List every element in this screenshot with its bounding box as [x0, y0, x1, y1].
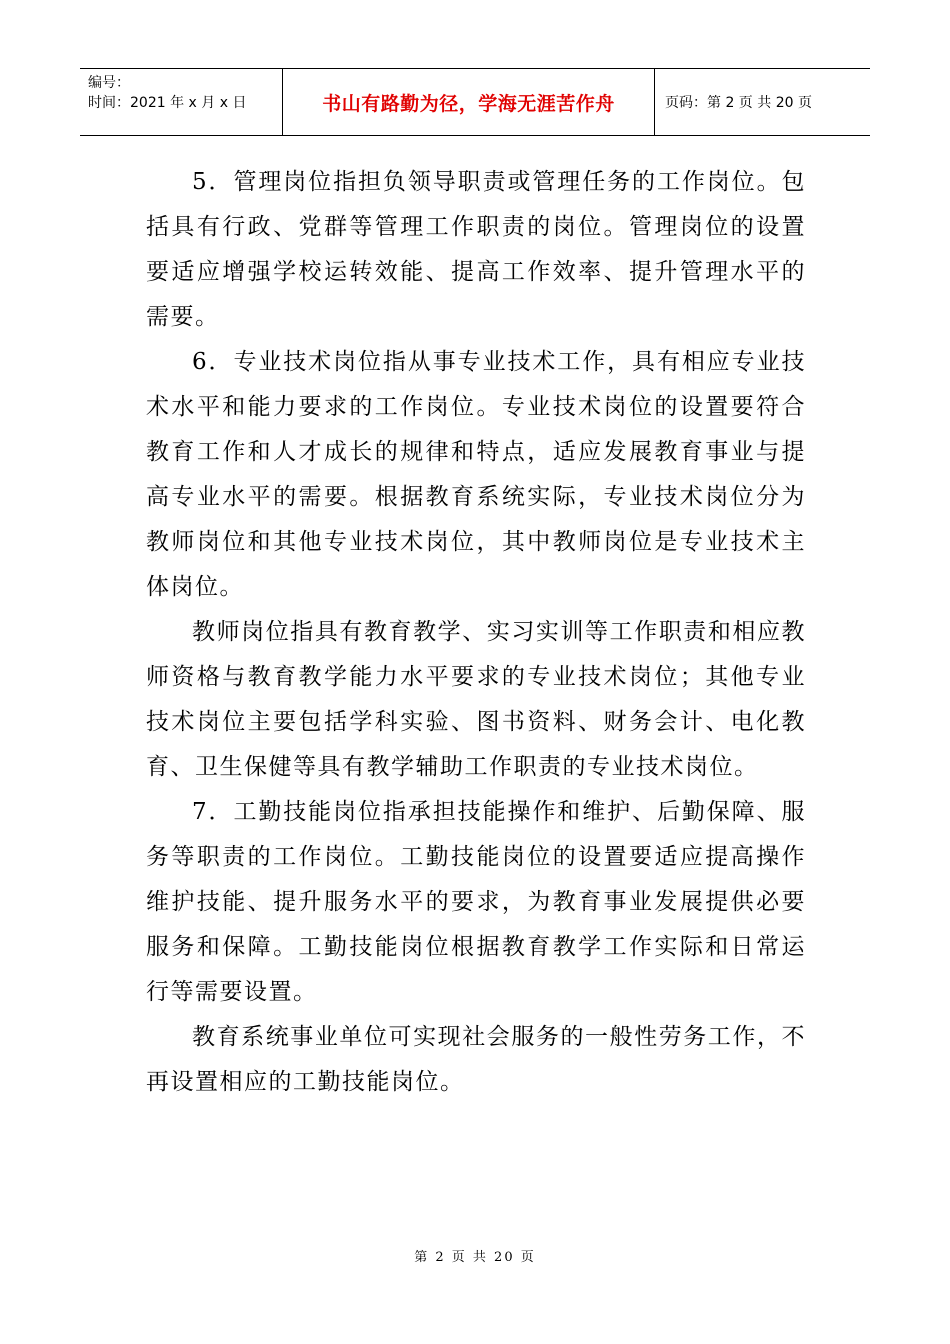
paragraph-labor-services: 教育系统事业单位可实现社会服务的一般性劳务工作，不再设置相应的工勤技能岗位。: [146, 1024, 806, 1095]
document-number-label: 编号：: [88, 75, 130, 91]
paragraph-teacher-posts: 教师岗位指具有教育教学、实习实训等工作职责和相应教师资格与教育教学能力水平要求的专业技术岗位；其他专业技术岗位主要包括学科实验、图书资料、财务会计、电化教育、卫生保健等具有教学辅助工作职责的专业技术岗位。: [146, 619, 806, 780]
paragraph-technical-posts: 6．专业技术岗位指从事专业技术工作，具有相应专业技术水平和能力要求的工作岗位。专业技术岗位的设置要符合教育工作和人才成长的规律和特点，适应发展教育事业与提高专业水平的需要。根据教育系统实际，专业技术岗位分为教师岗位和其他专业技术岗位，其中教师岗位是专业技术主体岗位。: [146, 349, 806, 600]
header-info-cell: [80, 69, 283, 135]
paragraph-management-posts: 5．管理岗位指担负领导职责或管理任务的工作岗位。包括具有行政、党群等管理工作职责的岗位。管理岗位的设置要适应增强学校运转效能、提高工作效率、提升管理水平的需要。: [146, 169, 806, 330]
header-motto: 书山有路勤为径，学海无涯苦作舟: [283, 69, 655, 135]
page-header: [80, 68, 870, 136]
paragraph-service-posts: 7．工勤技能岗位指承担技能操作和维护、后勤保障、服务等职责的工作岗位。工勤技能岗位的设置要适应提高操作维护技能、提升服务水平的要求，为教育事业发展提供必要服务和保障。工勤技能岗位根据教育教学工作实际和日常运行等需要设置。: [146, 799, 806, 1005]
document-time-label: 时间：2021 年 x 月 x 日: [88, 95, 247, 111]
page-footer: 第 2 页 共 20 页: [414, 1250, 536, 1265]
document-body: [146, 160, 806, 1105]
header-page-number: 页码：第 2 页 共 20 页: [665, 95, 812, 111]
